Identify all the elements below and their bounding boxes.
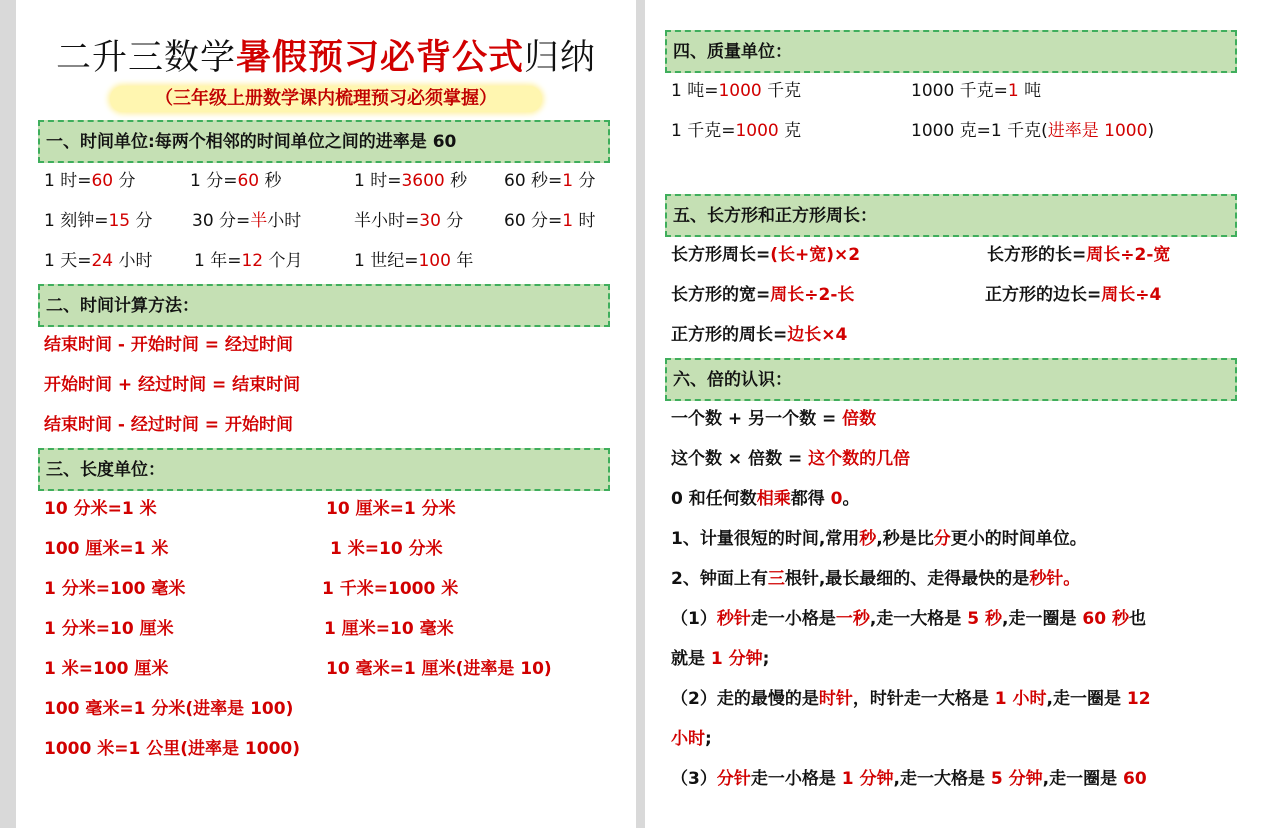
multiple-line: 0 和任何数相乘都得 0。 (671, 489, 860, 509)
mass-item: 1000 克=1 千克(进率是 1000) (911, 121, 1155, 141)
time-item: 1 时=60 分 (44, 171, 136, 191)
length-item: 10 厘米=1 分米 (326, 499, 456, 519)
time-item: 1 世纪=100 年 (354, 251, 474, 271)
right-page (645, 0, 1261, 828)
mass-item: 1 吨=1000 千克 (671, 81, 802, 101)
perimeter-formula: 正方形的周长=边长×4 (671, 325, 848, 345)
subtitle: （三年级上册数学课内梳理预习必须掌握） (110, 86, 542, 112)
time-item: 1 时=3600 秒 (354, 171, 468, 191)
multiple-line: 小时; (671, 729, 712, 749)
multiple-line: （3）分针走一小格是 1 分钟,走一大格是 5 分钟,走一圈是 60 (671, 769, 1147, 789)
length-item: 1 千米=1000 米 (322, 579, 459, 599)
length-item: 1 分米=10 厘米 (44, 619, 174, 639)
multiple-line: 一个数 + 另一个数 = 倍数 (671, 409, 877, 429)
section-heading-perimeter: 五、长方形和正方形周长： (665, 194, 1237, 237)
time-item: 1 年=12 个月 (194, 251, 303, 271)
mass-item: 1000 千克=1 吨 (911, 81, 1042, 101)
time-formula: 结束时间 - 经过时间 = 开始时间 (44, 415, 293, 435)
multiple-line: 就是 1 分钟; (671, 649, 770, 669)
time-item: 60 秒=1 分 (504, 171, 596, 191)
section-heading-multiples: 六、倍的认识： (665, 358, 1237, 401)
section-heading-length-units: 三、长度单位： (38, 448, 610, 491)
multiple-line: 这个数 × 倍数 = 这个数的几倍 (671, 449, 911, 469)
mass-item: 1 千克=1000 克 (671, 121, 802, 141)
perimeter-formula: 长方形周长=(长+宽)×2 (671, 245, 861, 265)
length-item: 1 分米=100 毫米 (44, 579, 186, 599)
perimeter-formula: 长方形的宽=周长÷2-长 (671, 285, 855, 305)
perimeter-formula: 正方形的边长=周长÷4 (985, 285, 1162, 305)
multiple-line: （1）秒针走一小格是一秒,走一大格是 5 秒,走一圈是 60 秒也 (671, 609, 1146, 629)
length-item: 1000 米=1 公里(进率是 1000) (44, 739, 300, 759)
time-item: 1 天=24 小时 (44, 251, 153, 271)
section-heading-mass-units: 四、质量单位： (665, 30, 1237, 73)
length-item: 10 分米=1 米 (44, 499, 157, 519)
length-item: 1 米=10 分米 (330, 539, 443, 559)
time-item: 半小时=30 分 (354, 211, 464, 231)
multiple-line: （2）走的最慢的是时针，时针走一大格是 1 小时,走一圈是 12 (671, 689, 1151, 709)
title-part-2: 归纳 (524, 38, 597, 78)
time-item: 60 分=1 时 (504, 211, 596, 231)
time-formula: 开始时间 + 经过时间 = 结束时间 (44, 375, 301, 395)
multiple-line: 1、计量很短的时间,常用秒,秒是比分更小的时间单位。 (671, 529, 1087, 549)
page-title (16, 30, 636, 80)
title-part-1: 二升三数学 (55, 38, 236, 78)
length-item: 100 厘米=1 米 (44, 539, 169, 559)
multiple-line: 2、钟面上有三根针,最长最细的、走得最快的是秒针。 (671, 569, 1081, 589)
length-item: 10 毫米=1 厘米(进率是 10) (326, 659, 552, 679)
length-item: 1 米=100 厘米 (44, 659, 169, 679)
title-highlight: 暑假预习必背公式 (235, 38, 524, 78)
section-heading-time-calc: 二、时间计算方法： (38, 284, 610, 327)
perimeter-formula: 长方形的长=周长÷2-宽 (987, 245, 1171, 265)
length-item: 100 毫米=1 分米(进率是 100) (44, 699, 294, 719)
length-item: 1 厘米=10 毫米 (324, 619, 454, 639)
time-formula: 结束时间 - 开始时间 = 经过时间 (44, 335, 293, 355)
left-page (16, 0, 636, 828)
time-item: 30 分=半小时 (192, 211, 302, 231)
time-item: 1 刻钟=15 分 (44, 211, 153, 231)
section-heading-time-units: 一、时间单位:每两个相邻的时间单位之间的进率是 60 (38, 120, 610, 163)
time-item: 1 分=60 秒 (190, 171, 282, 191)
